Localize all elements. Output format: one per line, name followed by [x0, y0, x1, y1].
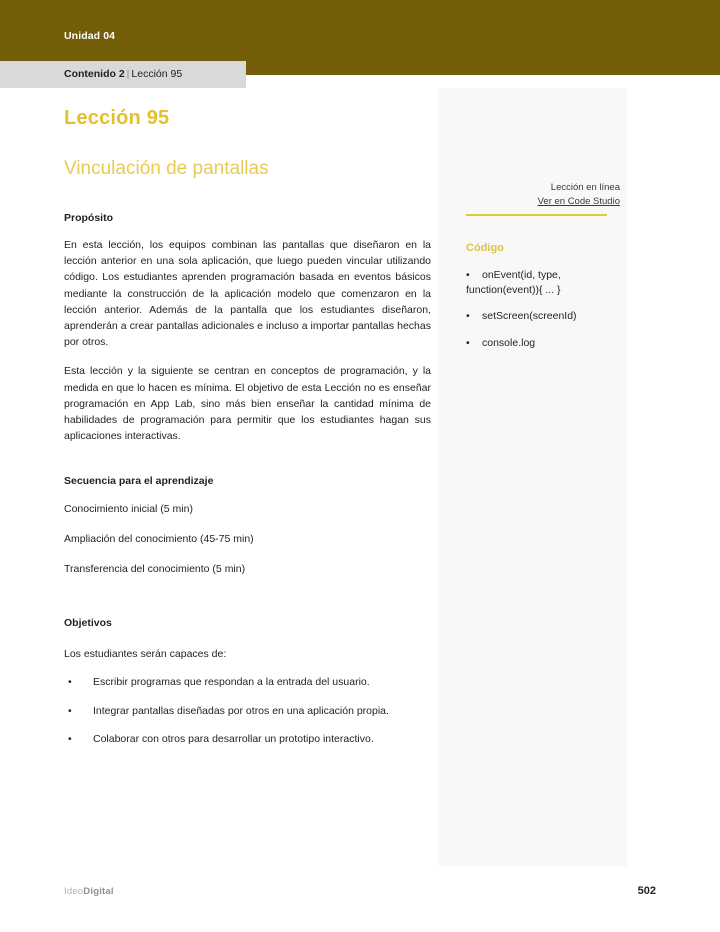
sequence-item: Conocimiento inicial (5 min)	[64, 503, 193, 516]
purpose-paragraph-2: Esta lección y la siguiente se centran en conceptos de programación, y la medida en que lo hacen es mínima. El objetivo de esta Lección no es enseñar programación en App Lab, sino más bien enseñar la cantidad mínima de habilidades de programación para permitir que los estudiantes hagan sus aplicaciones interactivas.	[64, 365, 431, 443]
bullet-icon: •	[466, 269, 470, 281]
list-item	[64, 703, 431, 719]
objectives-list	[64, 674, 431, 747]
list-item	[64, 674, 431, 690]
purpose-paragraph-1: En esta lección, los equipos combinan las pantallas que diseñaron en la lección anterior en una sola aplicación, que luego pueden vincular utilizando código. Los estudiantes aprenden programación basada en eventos básicos mediante la construcción de la aplicación modelo que comenzaron en la lección anterior. Además de la pantalla que los estudiantes diseñaron, aprenderán a crear pantallas adicionales e incluso a importar pantallas hechas por otros.	[64, 239, 431, 349]
footer-brand-light: Ideo	[64, 886, 84, 897]
sidebar-panel	[438, 88, 627, 866]
objectives-intro: Los estudiantes serán capaces de:	[64, 648, 227, 661]
list-item	[458, 268, 618, 297]
page-title: Lección 95	[64, 107, 170, 129]
purpose-heading: Propósito	[64, 212, 113, 224]
breadcrumb-lesson-label: Lección 95	[131, 68, 183, 80]
list-item	[64, 731, 431, 747]
bullet-icon: •	[466, 336, 470, 349]
bullet-icon: •	[68, 732, 72, 745]
breadcrumb-separator: |	[126, 68, 130, 80]
list-item	[458, 309, 618, 324]
sequence-item: Ampliación del conocimiento (45-75 min)	[64, 533, 254, 546]
code-studio-link[interactable]: Ver en Code Studio	[537, 196, 620, 207]
bullet-icon: •	[68, 676, 72, 689]
footer-brand-bold: Digital	[83, 886, 114, 897]
code-item-text: setScreen(screenId)	[482, 310, 577, 322]
main-content	[64, 88, 431, 759]
unit-label: Unidad 04	[64, 30, 116, 42]
breadcrumb-content-label: Contenido 2	[64, 68, 125, 80]
objective-text: Integrar pantallas diseñadas por otros en una aplicación propia.	[93, 704, 389, 717]
code-item-text: onEvent(id, type, function(event)){ ... }	[466, 269, 561, 296]
bullet-icon: •	[68, 704, 72, 717]
code-section-heading: Código	[466, 242, 504, 254]
list-item	[458, 336, 618, 351]
code-item-text: console.log	[482, 336, 536, 349]
objective-text: Colaborar con otros para desarrollar un prototipo interactivo.	[93, 732, 374, 745]
online-lesson-label: Lección en línea	[550, 182, 620, 193]
lesson-subtitle: Vinculación de pantallas	[64, 158, 269, 179]
sidebar-divider	[466, 214, 607, 216]
sequence-heading: Secuencia para el aprendizaje	[64, 475, 214, 488]
page-number: 502	[637, 885, 656, 897]
breadcrumb-text	[64, 68, 182, 80]
breadcrumb	[0, 61, 246, 88]
objectives-heading: Objetivos	[64, 617, 112, 630]
objective-text: Escribir programas que respondan a la entrada del usuario.	[93, 676, 370, 689]
code-list	[458, 268, 618, 362]
bullet-icon: •	[466, 310, 470, 322]
sequence-item: Transferencia del conocimiento (5 min)	[64, 563, 246, 576]
